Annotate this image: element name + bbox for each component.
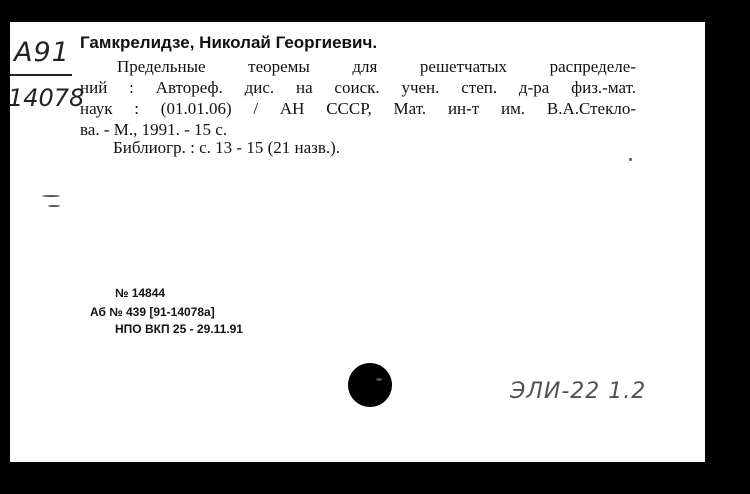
- scan-speck: [48, 205, 60, 207]
- description-block: [80, 56, 636, 140]
- scan-speck: [376, 378, 382, 381]
- description-line-1: Предельные теоремы для решетчатых распределе-: [117, 57, 636, 76]
- description-line-2: ний : Автореф. дис. на соиск. учен. степ. д-ра физ.-мат.: [80, 78, 636, 97]
- bibliography-note: Библиогр. : с. 13 - 15 (21 назв.).: [113, 138, 341, 157]
- call-number-line-1: A91: [14, 37, 70, 68]
- scan-speck: [629, 158, 632, 161]
- description-line-3: наук : (01.01.06) / АН СССР, Мат. ин-т им. В.А.Стекло-: [80, 99, 636, 118]
- description-line-4: ва. - М., 1991. - 15 с.: [80, 120, 228, 139]
- registry-number: № 14844: [115, 286, 166, 300]
- card-punch-hole: [348, 363, 392, 407]
- author-heading: Гамкрелидзе, Николай Георгиевич.: [80, 33, 378, 52]
- call-number-divider: [10, 74, 72, 76]
- registry-npo: НПО ВКП 25 - 29.11.91: [115, 322, 243, 336]
- call-number-line-2: 14078: [8, 84, 85, 112]
- registry-ab: Аб № 439 [91-14078а]: [90, 305, 215, 319]
- handwritten-stamp: ЭЛИ-22 1.2: [510, 379, 647, 404]
- scan-speck: [42, 195, 60, 197]
